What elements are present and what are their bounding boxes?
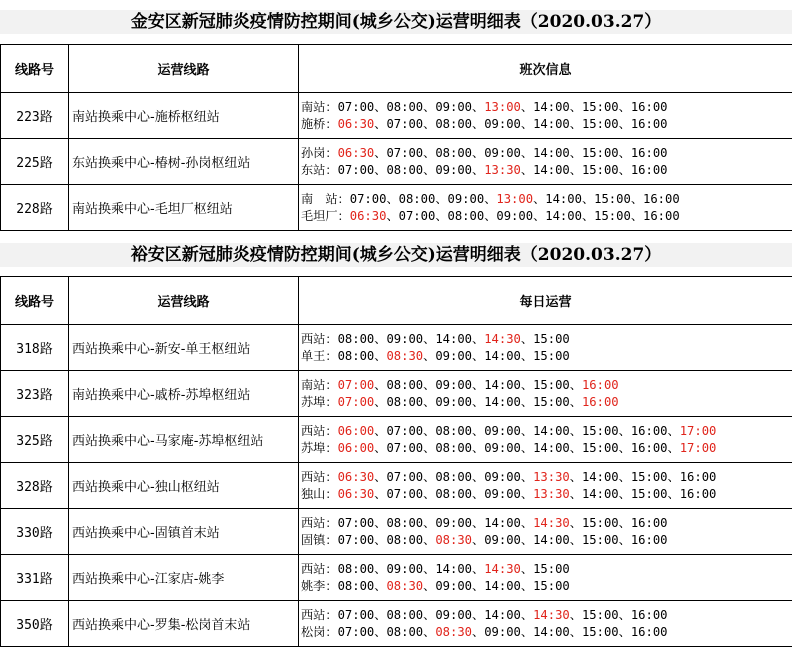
schedule-cell <box>299 509 792 555</box>
departure-time: 15:00 <box>533 349 570 363</box>
departure-time: 06:30 <box>338 470 375 484</box>
departure-time: 08:00 <box>435 441 472 455</box>
departure-time: 14:00 <box>484 378 521 392</box>
departure-time: 14:30 <box>484 562 521 576</box>
section1-table <box>0 44 792 231</box>
departure-time: 14:00 <box>435 562 472 576</box>
stop-label: 南站： <box>301 378 338 392</box>
departure-time: 08:00 <box>435 470 472 484</box>
schedule-line: 独山：06:30、07:00、08:00、09:00、13:30、14:00、15:00、16:00 <box>301 486 792 503</box>
schedule-line: 南站：07:00、08:00、09:00、14:00、15:00、16:00 <box>301 377 792 394</box>
schedule-cell <box>299 139 792 185</box>
departure-time: 09:00 <box>435 579 472 593</box>
stop-label: 独山： <box>301 487 338 501</box>
departure-time: 15:00 <box>582 625 619 639</box>
departure-time: 14:00 <box>533 533 570 547</box>
schedule-cell <box>299 601 792 647</box>
departure-time: 16:00 <box>631 100 668 114</box>
departure-time: 13:30 <box>484 163 521 177</box>
header-schedule: 班次信息 <box>299 45 792 93</box>
departure-time: 14:00 <box>484 516 521 530</box>
departure-time: 16:00 <box>631 441 668 455</box>
schedule-line: 姚李：08:00、08:30、09:00、14:00、15:00 <box>301 578 792 595</box>
departure-time: 15:00 <box>582 163 619 177</box>
schedule-line: 单王：08:00、08:30、09:00、14:00、15:00 <box>301 348 792 365</box>
departure-time: 13:00 <box>484 100 521 114</box>
route-name: 西站换乘中心-新安-单王枢纽站 <box>69 325 299 371</box>
schedule-line: 西站：06:00、07:00、08:00、09:00、14:00、15:00、16:00、17:00 <box>301 423 792 440</box>
departure-time: 09:00 <box>484 625 521 639</box>
departure-time: 08:00 <box>338 562 375 576</box>
stop-label: 施桥： <box>301 117 338 131</box>
line-number: 228路 <box>1 185 69 231</box>
departure-time: 14:00 <box>533 100 570 114</box>
line-number: 325路 <box>1 417 69 463</box>
departure-time: 16:00 <box>680 487 717 501</box>
departure-time: 14:00 <box>533 146 570 160</box>
departure-time: 15:00 <box>582 100 619 114</box>
stop-label: 孙岗： <box>301 146 338 160</box>
departure-time: 16:00 <box>582 395 619 409</box>
departure-time: 08:00 <box>435 424 472 438</box>
departure-time: 08:00 <box>435 117 472 131</box>
stop-label: 西站： <box>301 516 338 530</box>
departure-time: 09:00 <box>484 470 521 484</box>
departure-time: 06:00 <box>338 441 375 455</box>
departure-time: 14:00 <box>484 349 521 363</box>
departure-time: 09:00 <box>448 192 485 206</box>
schedule-line: 苏埠：07:00、08:00、09:00、14:00、15:00、16:00 <box>301 394 792 411</box>
departure-time: 15:00 <box>582 117 619 131</box>
schedule-line: 施桥：06:30、07:00、08:00、09:00、14:00、15:00、16:00 <box>301 116 792 133</box>
line-number: 328路 <box>1 463 69 509</box>
line-number: 350路 <box>1 601 69 647</box>
table-row <box>1 555 792 601</box>
header-daily: 每日运营 <box>299 277 792 325</box>
table-row <box>1 371 792 417</box>
departure-time: 16:00 <box>631 163 668 177</box>
route-name: 东站换乘中心-椿树-孙岗枢纽站 <box>69 139 299 185</box>
departure-time: 16:00 <box>643 209 680 223</box>
stop-label: 单王： <box>301 349 338 363</box>
departure-time: 07:00 <box>338 378 375 392</box>
departure-time: 14:00 <box>533 625 570 639</box>
departure-time: 09:00 <box>435 349 472 363</box>
departure-time: 07:00 <box>386 424 423 438</box>
departure-time: 15:00 <box>533 579 570 593</box>
section1-title: 金安区新冠肺炎疫情防控期间(城乡公交)运营明细表（2020.03.27） <box>0 10 792 34</box>
departure-time: 16:00 <box>680 470 717 484</box>
schedule-line: 南 站：07:00、08:00、09:00、13:00、14:00、15:00、16:00 <box>301 191 792 208</box>
departure-time: 16:00 <box>631 424 668 438</box>
departure-time: 15:00 <box>533 562 570 576</box>
line-number: 225路 <box>1 139 69 185</box>
departure-time: 14:00 <box>484 579 521 593</box>
departure-time: 08:00 <box>386 533 423 547</box>
schedule-line: 西站：06:30、07:00、08:00、09:00、13:30、14:00、15:00、16:00 <box>301 469 792 486</box>
departure-time: 08:00 <box>399 192 436 206</box>
header-route: 运营线路 <box>69 277 299 325</box>
table-row <box>1 601 792 647</box>
departure-time: 15:00 <box>582 424 619 438</box>
departure-time: 07:00 <box>386 146 423 160</box>
stop-label: 毛坦厂： <box>301 209 350 223</box>
route-name: 西站换乘中心-独山枢纽站 <box>69 463 299 509</box>
departure-time: 16:00 <box>643 192 680 206</box>
schedule-line: 苏埠：06:00、07:00、08:00、09:00、14:00、15:00、16:00、17:00 <box>301 440 792 457</box>
departure-time: 15:00 <box>582 441 619 455</box>
table-row <box>1 139 792 185</box>
departure-time: 13:00 <box>496 192 533 206</box>
departure-time: 07:00 <box>386 487 423 501</box>
departure-time: 08:30 <box>386 349 423 363</box>
schedule-line: 东站：07:00、08:00、09:00、13:30、14:00、15:00、16:00 <box>301 162 792 179</box>
departure-time: 07:00 <box>386 441 423 455</box>
departure-time: 16:00 <box>631 625 668 639</box>
schedule-line: 固镇：07:00、08:00、08:30、09:00、14:00、15:00、16:00 <box>301 532 792 549</box>
departure-time: 08:00 <box>338 349 375 363</box>
departure-time: 07:00 <box>338 395 375 409</box>
departure-time: 09:00 <box>435 100 472 114</box>
stop-label: 固镇： <box>301 533 338 547</box>
schedule-cell <box>299 93 792 139</box>
departure-time: 07:00 <box>338 533 375 547</box>
departure-time: 16:00 <box>631 533 668 547</box>
departure-time: 16:00 <box>582 378 619 392</box>
departure-time: 08:00 <box>435 487 472 501</box>
departure-time: 09:00 <box>435 378 472 392</box>
departure-time: 14:00 <box>484 395 521 409</box>
schedule-line: 松岗：07:00、08:00、08:30、09:00、14:00、15:00、16:00 <box>301 624 792 641</box>
departure-time: 09:00 <box>386 562 423 576</box>
departure-time: 06:30 <box>338 117 375 131</box>
stop-label: 西站： <box>301 424 338 438</box>
stop-label: 苏埠： <box>301 441 338 455</box>
route-name: 西站换乘中心-江家店-姚李 <box>69 555 299 601</box>
departure-time: 07:00 <box>350 192 387 206</box>
route-name: 西站换乘中心-马家庵-苏埠枢纽站 <box>69 417 299 463</box>
departure-time: 14:00 <box>435 332 472 346</box>
departure-time: 08:00 <box>386 395 423 409</box>
route-name: 南站换乘中心-戚桥-苏埠枢纽站 <box>69 371 299 417</box>
departure-time: 06:30 <box>338 146 375 160</box>
departure-time: 08:30 <box>386 579 423 593</box>
departure-time: 14:00 <box>582 470 619 484</box>
departure-time: 08:00 <box>386 625 423 639</box>
departure-time: 15:00 <box>631 470 668 484</box>
table-row <box>1 185 792 231</box>
schedule-line: 西站：07:00、08:00、09:00、14:00、14:30、15:00、16:00 <box>301 515 792 532</box>
stop-label: 南站： <box>301 100 338 114</box>
departure-time: 09:00 <box>484 146 521 160</box>
departure-time: 07:00 <box>386 470 423 484</box>
section2-table <box>0 276 792 647</box>
stop-label: 西站： <box>301 332 338 346</box>
departure-time: 08:00 <box>338 332 375 346</box>
schedule-cell <box>299 325 792 371</box>
schedule-cell <box>299 463 792 509</box>
departure-time: 17:00 <box>680 424 717 438</box>
departure-time: 14:30 <box>484 332 521 346</box>
departure-time: 09:00 <box>484 424 521 438</box>
schedule-line: 毛坦厂：06:30、07:00、08:00、09:00、14:00、15:00、16:00 <box>301 208 792 225</box>
departure-time: 08:00 <box>435 146 472 160</box>
schedule-cell <box>299 371 792 417</box>
departure-time: 09:00 <box>484 533 521 547</box>
departure-time: 09:00 <box>484 441 521 455</box>
departure-time: 14:00 <box>484 608 521 622</box>
departure-time: 09:00 <box>435 608 472 622</box>
departure-time: 07:00 <box>338 608 375 622</box>
schedule-cell <box>299 555 792 601</box>
departure-time: 09:00 <box>435 163 472 177</box>
route-name: 西站换乘中心-罗集-松岗首末站 <box>69 601 299 647</box>
departure-time: 13:30 <box>533 470 570 484</box>
line-number: 323路 <box>1 371 69 417</box>
departure-time: 06:00 <box>338 424 375 438</box>
departure-time: 14:00 <box>582 487 619 501</box>
departure-time: 08:00 <box>386 516 423 530</box>
departure-time: 06:30 <box>350 209 387 223</box>
stop-label: 姚李： <box>301 579 338 593</box>
header-line-no: 线路号 <box>1 45 69 93</box>
departure-time: 15:00 <box>582 608 619 622</box>
departure-time: 15:00 <box>533 378 570 392</box>
departure-time: 07:00 <box>338 100 375 114</box>
departure-time: 07:00 <box>338 516 375 530</box>
table-row <box>1 325 792 371</box>
header-route: 运营线路 <box>69 45 299 93</box>
departure-time: 08:00 <box>386 378 423 392</box>
departure-time: 14:30 <box>533 516 570 530</box>
schedule-line: 西站：08:00、09:00、14:00、14:30、15:00 <box>301 561 792 578</box>
schedule-line: 西站：07:00、08:00、09:00、14:00、14:30、15:00、16:00 <box>301 607 792 624</box>
table-row <box>1 509 792 555</box>
route-name: 南站换乘中心-施桥枢纽站 <box>69 93 299 139</box>
schedule-line: 西站：08:00、09:00、14:00、14:30、15:00 <box>301 331 792 348</box>
departure-time: 08:30 <box>435 625 472 639</box>
departure-time: 08:00 <box>386 100 423 114</box>
departure-time: 15:00 <box>582 146 619 160</box>
departure-time: 08:00 <box>448 209 485 223</box>
departure-time: 14:00 <box>545 192 582 206</box>
departure-time: 07:00 <box>338 163 375 177</box>
departure-time: 15:00 <box>533 395 570 409</box>
departure-time: 08:00 <box>338 579 375 593</box>
stop-label: 西站： <box>301 470 338 484</box>
departure-time: 08:00 <box>386 608 423 622</box>
table-row <box>1 417 792 463</box>
departure-time: 14:00 <box>533 424 570 438</box>
departure-time: 09:00 <box>386 332 423 346</box>
line-number: 223路 <box>1 93 69 139</box>
stop-label: 苏埠： <box>301 395 338 409</box>
schedule-line: 孙岗：06:30、07:00、08:00、09:00、14:00、15:00、16:00 <box>301 145 792 162</box>
departure-time: 16:00 <box>631 516 668 530</box>
departure-time: 14:00 <box>545 209 582 223</box>
departure-time: 14:00 <box>533 163 570 177</box>
line-number: 331路 <box>1 555 69 601</box>
departure-time: 09:00 <box>484 487 521 501</box>
departure-time: 09:00 <box>496 209 533 223</box>
departure-time: 15:00 <box>594 192 631 206</box>
departure-time: 13:30 <box>533 487 570 501</box>
route-name: 西站换乘中心-固镇首末站 <box>69 509 299 555</box>
departure-time: 16:00 <box>631 146 668 160</box>
line-number: 330路 <box>1 509 69 555</box>
departure-time: 09:00 <box>484 117 521 131</box>
route-name: 南站换乘中心-毛坦厂枢纽站 <box>69 185 299 231</box>
departure-time: 15:00 <box>582 533 619 547</box>
departure-time: 07:00 <box>338 625 375 639</box>
stop-label: 南 站： <box>301 192 350 206</box>
departure-time: 06:30 <box>338 487 375 501</box>
departure-time: 07:00 <box>399 209 436 223</box>
stop-label: 松岗： <box>301 625 338 639</box>
line-number: 318路 <box>1 325 69 371</box>
departure-time: 14:00 <box>533 441 570 455</box>
departure-time: 15:00 <box>631 487 668 501</box>
schedule-cell <box>299 185 792 231</box>
departure-time: 15:00 <box>533 332 570 346</box>
departure-time: 14:30 <box>533 608 570 622</box>
schedule-cell <box>299 417 792 463</box>
section2-title: 裕安区新冠肺炎疫情防控期间(城乡公交)运营明细表（2020.03.27） <box>0 243 792 267</box>
departure-time: 09:00 <box>435 395 472 409</box>
departure-time: 17:00 <box>680 441 717 455</box>
departure-time: 07:00 <box>386 117 423 131</box>
departure-time: 08:30 <box>435 533 472 547</box>
stop-label: 西站： <box>301 562 338 576</box>
departure-time: 08:00 <box>386 163 423 177</box>
departure-time: 14:00 <box>533 117 570 131</box>
stop-label: 东站： <box>301 163 338 177</box>
departure-time: 09:00 <box>435 516 472 530</box>
departure-time: 15:00 <box>582 516 619 530</box>
departure-time: 16:00 <box>631 608 668 622</box>
stop-label: 西站： <box>301 608 338 622</box>
departure-time: 16:00 <box>631 117 668 131</box>
table-row <box>1 463 792 509</box>
table-row <box>1 93 792 139</box>
schedule-line: 南站：07:00、08:00、09:00、13:00、14:00、15:00、16:00 <box>301 99 792 116</box>
departure-time: 15:00 <box>594 209 631 223</box>
header-line-no: 线路号 <box>1 277 69 325</box>
